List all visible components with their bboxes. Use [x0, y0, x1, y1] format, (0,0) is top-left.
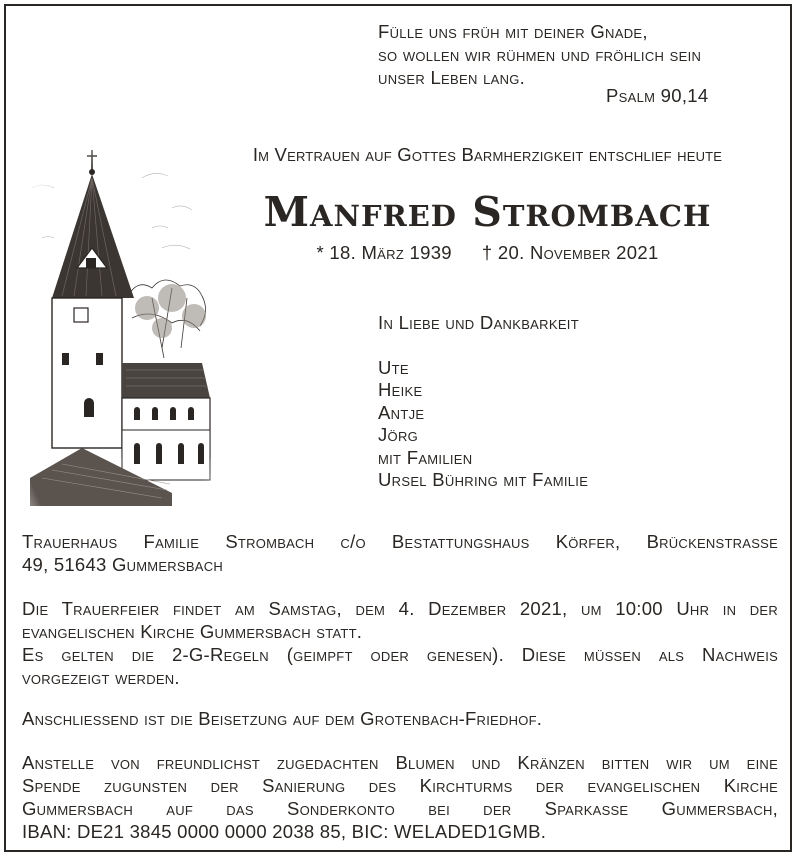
- mourner-name: Jörg: [378, 424, 419, 445]
- deceased-name: Manfred Strombach: [263, 188, 712, 236]
- mourner-name: Ursel Bühring mit Familie: [378, 469, 589, 490]
- death-date: † 20. November 2021: [481, 242, 659, 263]
- address-line: Trauerhaus Familie Strombach c/o Bestattungshaus Körfer, Brückenstrasse: [22, 531, 778, 552]
- house-address: [22, 530, 778, 576]
- donation-line: IBAN: DE21 3845 0000 0000 2038 85, BIC: WELADED1GMB.: [22, 821, 547, 842]
- donation-line: Anstelle von freundlichst zugedachten Blumen und Kränzen bitten wir um eine: [22, 752, 778, 773]
- service-line: evangelischen Kirche Gummersbach statt.: [22, 621, 363, 642]
- burial-info: [22, 707, 778, 730]
- bible-verse: [378, 20, 701, 89]
- service-info: [22, 597, 778, 689]
- life-dates: [210, 242, 765, 264]
- donation-line: Gummersbach auf das Sonderkonto bei der Sparkasse Gummersbach,: [22, 798, 778, 819]
- verse-reference: Psalm 90,14: [606, 85, 709, 106]
- mourners-heading: In Liebe und Dankbarkeit: [378, 312, 579, 333]
- address-line: 49, 51643 Gummersbach: [22, 554, 223, 575]
- burial-line: Anschliessend ist die Beisetzung auf dem Grotenbach-Friedhof.: [22, 708, 543, 729]
- verse-line: unser Leben lang.: [378, 67, 526, 88]
- church-sketch-icon: [22, 148, 212, 506]
- mourners-list: [378, 312, 588, 492]
- mourner-name: Heike: [378, 379, 423, 400]
- donation-info: [22, 751, 778, 843]
- service-line: vorgezeigt werden.: [22, 667, 180, 688]
- donation-line: Spende zugunsten der Sanierung des Kirchturms der evangelischen Kirche: [22, 775, 778, 796]
- intro-line: Im Vertrauen auf Gottes Barmherzigkeit entschlief heute: [252, 144, 723, 165]
- birth-date: * 18. März 1939: [316, 242, 452, 263]
- service-line: Es gelten die 2-G-Regeln (geimpft oder genesen). Diese müssen als Nachweis: [22, 644, 778, 665]
- verse-line: so wollen wir rühmen und fröhlich sein: [378, 44, 702, 65]
- mourner-name: Ute: [378, 356, 409, 378]
- mourner-name: mit Familien: [378, 446, 473, 468]
- service-line: Die Trauerfeier findet am Samstag, dem 4. Dezember 2021, um 10:00 Uhr in der: [22, 598, 778, 619]
- mourner-name: Antje: [378, 401, 425, 423]
- verse-line: Fülle uns früh mit deiner Gnade,: [378, 21, 648, 42]
